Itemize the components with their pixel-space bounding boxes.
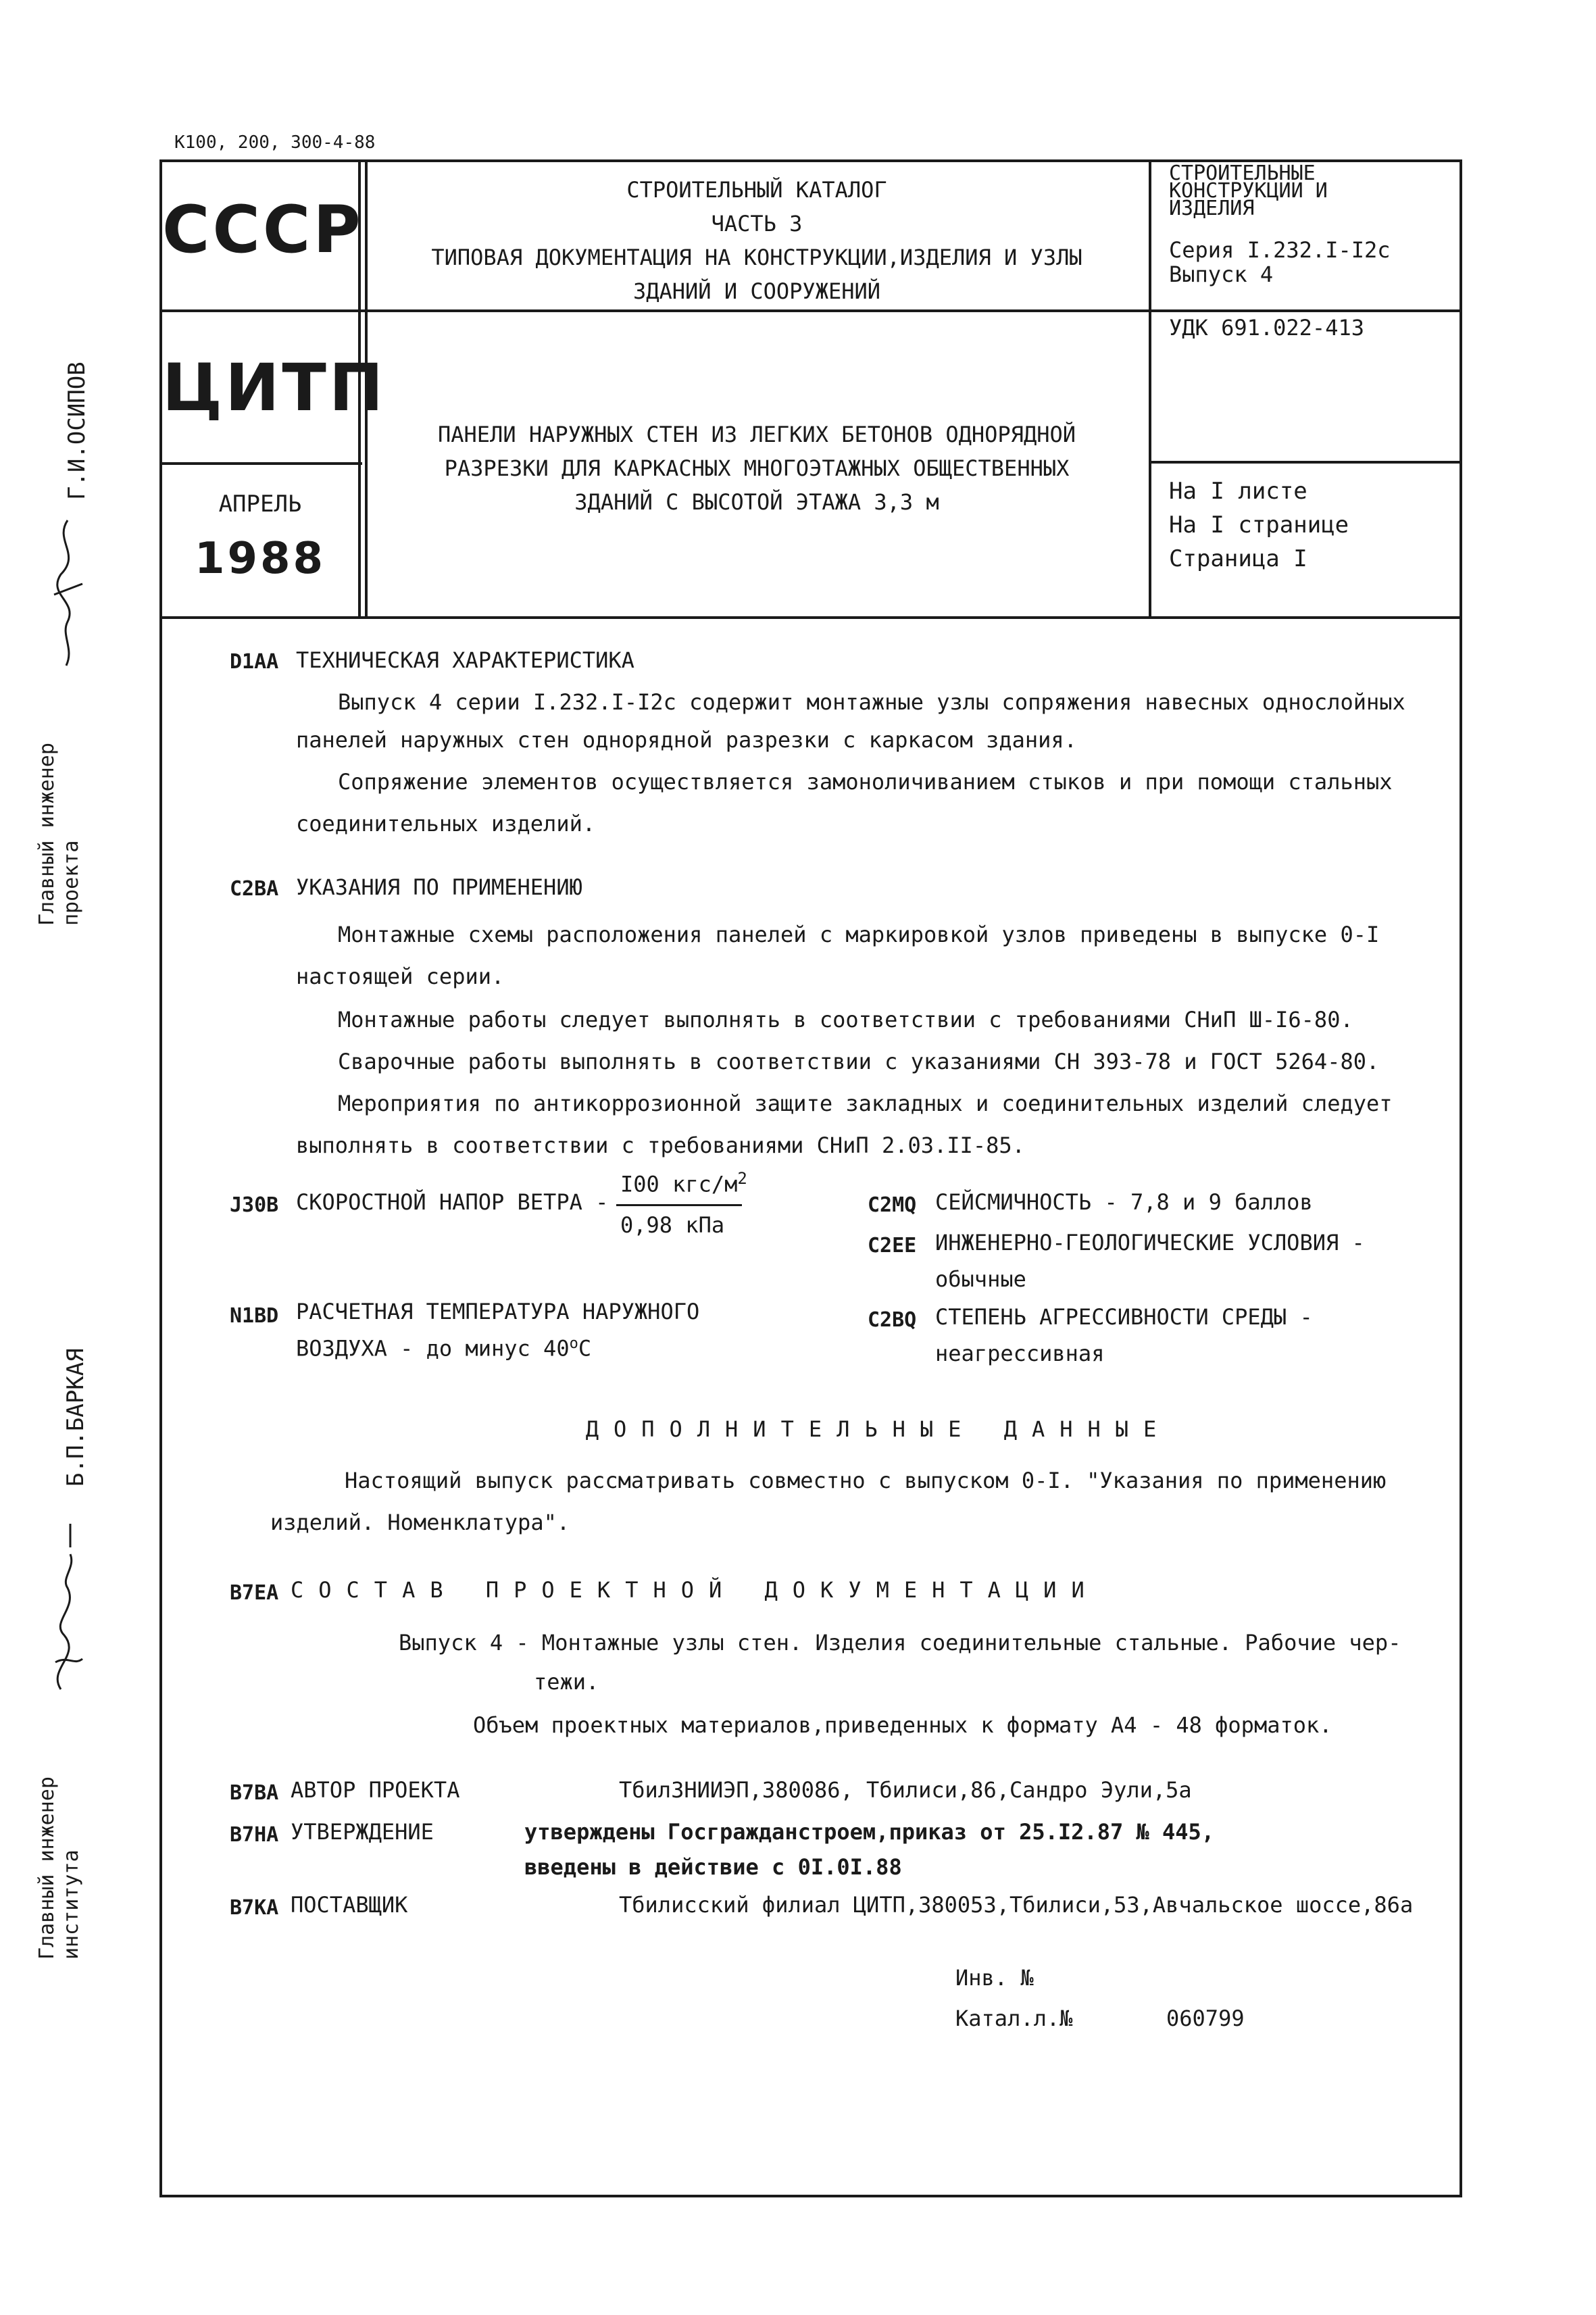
section-title: УКАЗАНИЯ ПО ПРИМЕНЕНИЮ	[296, 874, 582, 900]
param-code: J30B	[230, 1193, 279, 1217]
issue-month: АПРЕЛЬ	[218, 491, 302, 518]
side-label-line: Главный инженер	[35, 743, 59, 926]
signature-osipov	[41, 514, 95, 669]
param-code: N1BD	[230, 1304, 279, 1328]
series-block	[1169, 161, 1328, 220]
geology-value: обычные	[935, 1266, 1026, 1292]
catalog-code: К100, 200, 300-4-88	[174, 132, 376, 153]
sheet-line: Страница I	[1169, 545, 1307, 572]
paragraph-line: Выпуск 4 - Монтажные узлы стен. Изделия соединительные стальные. Рабочие чер-	[399, 1630, 1401, 1656]
temp-value: ВОЗДУХА - до минус 40	[296, 1335, 570, 1362]
sheet-line: На I странице	[1169, 512, 1349, 539]
author-label: АВТОР ПРОЕКТА	[291, 1777, 460, 1803]
wind-label: СКОРОСТНОЙ НАПОР ВЕТРА -	[296, 1189, 609, 1215]
catalog-line: ЧАСТЬ 3	[711, 211, 803, 237]
issue-year: 1988	[194, 534, 326, 584]
wind-sup: 2	[737, 1169, 747, 1188]
wind-denominator: 0,98 кПа	[620, 1212, 725, 1238]
series-line: Серия I.232.I-I2с	[1169, 237, 1391, 263]
paragraph-line: панелей наружных стен однорядной разрезки с каркасом здания.	[296, 727, 1077, 753]
paragraph-line: выполнять в соответствии с требованиями СНиП 2.03.II-85.	[296, 1132, 1025, 1158]
paragraph-line: Монтажные схемы расположения панелей с маркировкой узлов приведены в выпуске 0-I	[338, 922, 1380, 947]
param-code: C2EE	[868, 1234, 917, 1258]
wind-numerator-text: I00 кгс/м	[620, 1171, 738, 1197]
title-line: РАЗРЕЗКИ ДЛЯ КАРКАСНЫХ МНОГОЭТАЖНЫХ ОБЩЕСТВЕННЫХ	[444, 455, 1070, 481]
approval-value: утверждены Госгражданстроем,приказ от 25.I2.87 № 445,	[524, 1819, 1215, 1845]
aggressiveness: СТЕПЕНЬ АГРЕССИВНОСТИ СРЕДЫ -	[935, 1304, 1313, 1330]
series-line: Выпуск 4	[1169, 262, 1274, 287]
section-code: B7HA	[230, 1823, 279, 1847]
paragraph-line: Монтажные работы следует выполнять в соответствии с требованиями СНиП Ш-I6-80.	[338, 1007, 1353, 1032]
catal-label: Катал.л.№	[955, 2006, 1073, 2031]
section-code: B7BA	[230, 1781, 279, 1805]
series-line: КОНСТРУКЦИИ И	[1169, 179, 1328, 203]
inv-label: Инв. №	[955, 1965, 1034, 1991]
paragraph-line: тежи.	[534, 1669, 599, 1695]
series-line: ИЗДЕЛИЯ	[1169, 197, 1255, 220]
supplier-label: ПОСТАВЩИК	[291, 1892, 408, 1918]
paragraph-line: Объем проектных материалов,приведенных к формату А4 - 48 форматок.	[473, 1712, 1332, 1738]
supplier-value: Тбилисский филиал ЦИТП,380053,Тбилиси,53,Авчальское шоссе,86а	[619, 1892, 1414, 1918]
sheet-line: На I листе	[1169, 478, 1307, 505]
geology: ИНЖЕНЕРНО-ГЕОЛОГИЧЕСКИЕ УСЛОВИЯ -	[935, 1230, 1365, 1255]
approval-label: УТВЕРЖДЕНИЕ	[291, 1819, 434, 1845]
chief-engineer-project-label	[35, 743, 84, 926]
title-line: ЗДАНИЙ С ВЫСОТОЙ ЭТАЖА 3,3 м	[574, 489, 939, 515]
name-osipov: Г.И.ОСИПОВ	[64, 362, 91, 500]
approval-date: введены в действие с 0I.0I.88	[524, 1854, 902, 1880]
paragraph-line: настоящей серии.	[296, 964, 505, 989]
logo-citp: ЦИТП	[162, 350, 386, 426]
author-value: ТбилЗНИИЭП,380086, Тбилиси,86,Сандро Эули,5а	[619, 1777, 1192, 1803]
side-label-line: института	[59, 1849, 83, 1960]
param-code: C2BQ	[868, 1308, 917, 1332]
paragraph-line: Сварочные работы выполнять в соответствии с указаниями СН 393-78 и ГОСТ 5264-80.	[338, 1049, 1380, 1074]
param-code: C2MQ	[868, 1193, 917, 1217]
section-code: D1AA	[230, 650, 279, 674]
logo-sssr: СССР	[162, 192, 364, 268]
catalog-line: СТРОИТЕЛЬНЫЙ КАТАЛОГ	[626, 177, 887, 203]
name-barkaya: Б.П.БАРКАЯ	[62, 1348, 89, 1487]
temp-unit: С	[578, 1335, 592, 1362]
paragraph-line: Мероприятия по антикоррозионной защите закладных и соединительных изделий следует	[338, 1091, 1393, 1116]
document-title	[378, 418, 1135, 519]
temp-degree: о	[569, 1335, 578, 1352]
section-title: ТЕХНИЧЕСКАЯ ХАРАКТЕРИСТИКА	[296, 647, 634, 673]
chief-engineer-institute-label	[35, 1776, 84, 1960]
paragraph-line: Сопряжение элементов осуществляется замоноличиванием стыков и при помощи стальных	[338, 769, 1393, 795]
paragraph-line: Настоящий выпуск рассматривать совместно с выпуском 0-I. "Указания по применению	[345, 1468, 1387, 1493]
section-code: B7KA	[230, 1896, 279, 1920]
section-code: C2BA	[230, 877, 279, 901]
fraction-bar	[616, 1204, 742, 1206]
side-label-line: проекта	[59, 840, 83, 926]
catalog-heading	[378, 173, 1135, 308]
aggressiveness-value: неагрессивная	[935, 1341, 1105, 1366]
side-label-line: Главный инженер	[35, 1776, 59, 1960]
section-title: СОСТАВ ПРОЕКТНОЙ ДОКУМЕНТАЦИИ	[291, 1577, 1099, 1603]
paragraph-line: Выпуск 4 серии I.232.I-I2с содержит монтажные узлы сопряжения навесных однослойных	[338, 689, 1405, 715]
paragraph-line: изделий. Номенклатура".	[270, 1510, 570, 1535]
temp-line: РАСЧЕТНАЯ ТЕМПЕРАТУРА НАРУЖНОГО	[296, 1299, 700, 1324]
catal-value: 060799	[1166, 2006, 1245, 2031]
wind-numerator	[620, 1169, 747, 1197]
seismicity: СЕЙСМИЧНОСТЬ - 7,8 и 9 баллов	[935, 1189, 1313, 1215]
section-title: ДОПОЛНИТЕЛЬНЫЕ ДАННЫЕ	[585, 1416, 1172, 1442]
temp-line2	[296, 1335, 591, 1362]
catalog-line: ЗДАНИЙ И СООРУЖЕНИЙ	[632, 278, 881, 304]
catalog-line: ТИПОВАЯ ДОКУМЕНТАЦИЯ НА КОНСТРУКЦИИ,ИЗДЕЛИЯ И УЗЛЫ	[431, 245, 1082, 270]
series-line: СТРОИТЕЛЬНЫЕ	[1169, 161, 1316, 185]
udk: УДК 691.022-413	[1169, 315, 1364, 341]
title-line: ПАНЕЛИ НАРУЖНЫХ СТЕН ИЗ ЛЕГКИХ БЕТОНОВ ОДНОРЯДНОЙ	[437, 422, 1076, 447]
section-code: B7EA	[230, 1581, 279, 1605]
paragraph-line: соединительных изделий.	[296, 811, 596, 837]
sheet-info	[1169, 474, 1349, 576]
series-number	[1169, 238, 1391, 287]
signature-barkaya	[41, 1520, 95, 1696]
